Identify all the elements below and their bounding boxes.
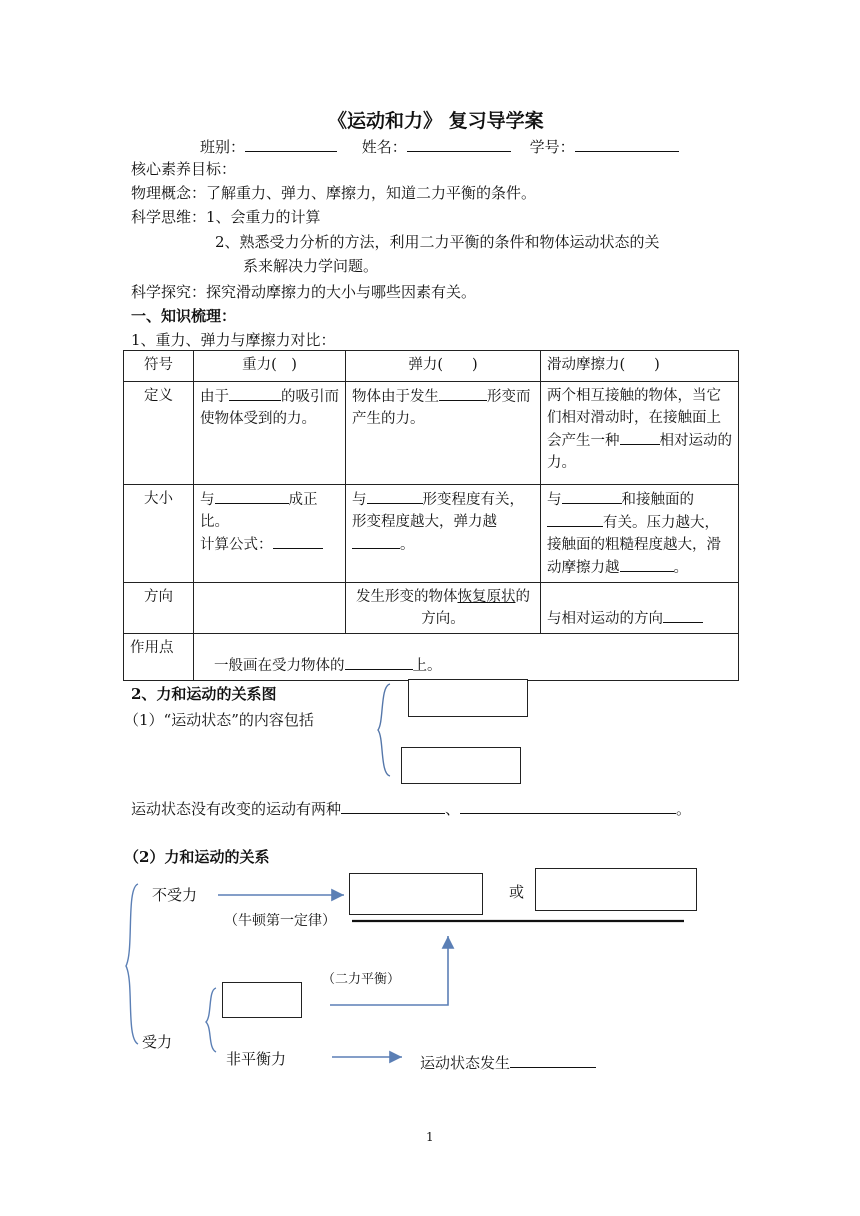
unbalanced-label: 非平衡力 (226, 1050, 287, 1068)
size-friction-d: 。 (673, 560, 688, 576)
def-friction-blank[interactable] (620, 429, 660, 445)
state-brace (376, 682, 392, 778)
state-change-blank[interactable] (510, 1052, 596, 1068)
no-force-box-1[interactable] (349, 873, 483, 915)
size-friction-a: 与 (547, 492, 562, 508)
state-box-2[interactable] (401, 747, 521, 784)
cell-size-gravity (194, 485, 346, 583)
def-friction-b: 相对运动的力。 (547, 433, 732, 471)
row-label-direction: 方向 (124, 583, 194, 634)
header-elastic: 弹力( ) (346, 351, 541, 382)
row-label-point: 作用点 (124, 634, 194, 681)
or-label: 或 (509, 883, 525, 901)
name-label: 姓名： (361, 138, 407, 156)
dir-elastic-a: 发生形变的物体 (356, 589, 458, 605)
cell-dir-friction (541, 583, 739, 634)
goal-thinking-2a: 2、熟悉受力分析的方法，利用二力平衡的条件和物体运动状态的关 (215, 233, 660, 251)
def-friction-a: 两个相互接触的物体，当它们相对滑动时，在接触面上会产生一种 (547, 388, 721, 449)
size-elastic-b: 形变程度有关，形变程度越大，弹力越 (352, 492, 524, 530)
row-label-definition: 定义 (124, 382, 194, 485)
state-change-text: 运动状态发生 (420, 1054, 511, 1072)
table-row-point (124, 634, 739, 681)
size-elastic-blank-2[interactable] (352, 533, 400, 549)
no-force-label: 不受力 (152, 886, 198, 904)
unchanged-line (131, 798, 691, 820)
cell-dir-elastic (346, 583, 541, 634)
dir-elastic-b: 的方向。 (421, 589, 530, 627)
class-blank[interactable] (245, 136, 337, 152)
cell-size-friction (541, 485, 739, 583)
state-box-1[interactable] (408, 679, 528, 717)
section1-heading: 一、知识梳理： (131, 307, 237, 325)
section2-heading: 2、力和运动的关系图 (131, 685, 277, 703)
size-gravity-formula-blank[interactable] (273, 533, 323, 549)
point-b: 上。 (412, 658, 442, 674)
id-label: 学号： (529, 138, 575, 156)
q2-heading: （2）力和运动的关系 (124, 848, 270, 866)
cell-def-elastic (346, 382, 541, 485)
def-gravity-b: 的吸引而使物体受到的力。 (200, 389, 339, 427)
def-gravity-blank[interactable] (229, 385, 281, 401)
page-number: 1 (426, 1130, 434, 1144)
size-gravity-blank[interactable] (215, 488, 289, 504)
size-elastic-a: 与 (352, 492, 367, 508)
goal-concept: 物理概念：了解重力、弹力、摩擦力，知道二力平衡的条件。 (131, 184, 537, 202)
dir-friction-blank[interactable] (663, 607, 703, 623)
goal-thinking-2b: 系来解决力学问题。 (243, 257, 379, 275)
def-gravity-a: 由于 (200, 389, 229, 405)
cell-size-elastic (346, 485, 541, 583)
balance-label: （二力平衡） (322, 972, 401, 987)
force-label: 受力 (142, 1033, 173, 1051)
outer-brace (126, 884, 138, 1044)
unchanged-blank-2[interactable] (460, 798, 676, 814)
def-elastic-a: 物体由于发生 (352, 389, 439, 405)
table-header-row (124, 351, 739, 382)
id-blank[interactable] (575, 136, 679, 152)
header-friction: 滑动摩擦力( ) (541, 351, 739, 382)
goals-heading: 核心素养目标： (131, 160, 237, 178)
size-friction-blank-2[interactable] (547, 511, 603, 527)
goal-inquiry: 科学探究：探究滑动摩擦力的大小与哪些因素有关。 (131, 283, 477, 301)
point-blank[interactable] (345, 654, 413, 670)
table-row-direction (124, 583, 739, 634)
balanced-force-box[interactable] (222, 982, 302, 1018)
newton-label: （牛顿第一定律） (224, 913, 336, 929)
size-friction-b: 和接触面的 (621, 492, 694, 508)
size-gravity-b: 成正比。 (200, 492, 318, 530)
no-force-box-2[interactable] (535, 868, 697, 911)
goal-thinking-1: 科学思维：1、会重力的计算 (131, 208, 321, 226)
class-label: 班别： (200, 138, 246, 156)
table-row-size (124, 485, 739, 583)
unchanged-text: 运动状态没有改变的运动有两种 (131, 800, 342, 818)
cell-dir-gravity (194, 583, 346, 634)
point-a: 一般画在受力物体的 (214, 658, 345, 674)
size-friction-c: 有关。压力越大，接触面的粗糙程度越大，滑动摩擦力越 (547, 515, 721, 576)
size-elastic-blank-1[interactable] (367, 488, 423, 504)
page-title: 《运动和力》 复习导学案 (328, 110, 544, 132)
table-row-definition (124, 382, 739, 485)
comparison-table (123, 350, 739, 681)
unchanged-sep: 、 (445, 800, 461, 818)
dir-friction-text: 与相对运动的方向 (547, 611, 663, 627)
dir-elastic-underlined: 恢复原状 (457, 589, 516, 605)
cell-def-friction (541, 382, 739, 485)
cell-def-gravity (194, 382, 346, 485)
size-friction-blank-1[interactable] (562, 488, 622, 504)
def-elastic-b: 形变而产生的力。 (352, 389, 531, 427)
section1-sub: 1、重力、弹力与摩擦力对比： (131, 331, 336, 349)
header-symbol: 符号 (124, 351, 194, 382)
unchanged-blank-1[interactable] (341, 798, 445, 814)
unchanged-end: 。 (676, 800, 692, 818)
cell-point (194, 634, 739, 681)
def-elastic-blank[interactable] (439, 385, 487, 401)
name-blank[interactable] (407, 136, 511, 152)
size-elastic-c: 。 (400, 537, 415, 553)
inner-brace (206, 988, 216, 1052)
size-gravity-formula-label: 计算公式： (200, 537, 273, 553)
state-change-line (420, 1052, 596, 1074)
size-gravity-a: 与 (200, 492, 215, 508)
row-label-size: 大小 (124, 485, 194, 583)
header-gravity: 重力( ) (194, 351, 346, 382)
size-friction-blank-3[interactable] (620, 556, 674, 572)
q1-text: （1）“运动状态”的内容包括 (124, 711, 314, 729)
info-line (200, 136, 679, 158)
